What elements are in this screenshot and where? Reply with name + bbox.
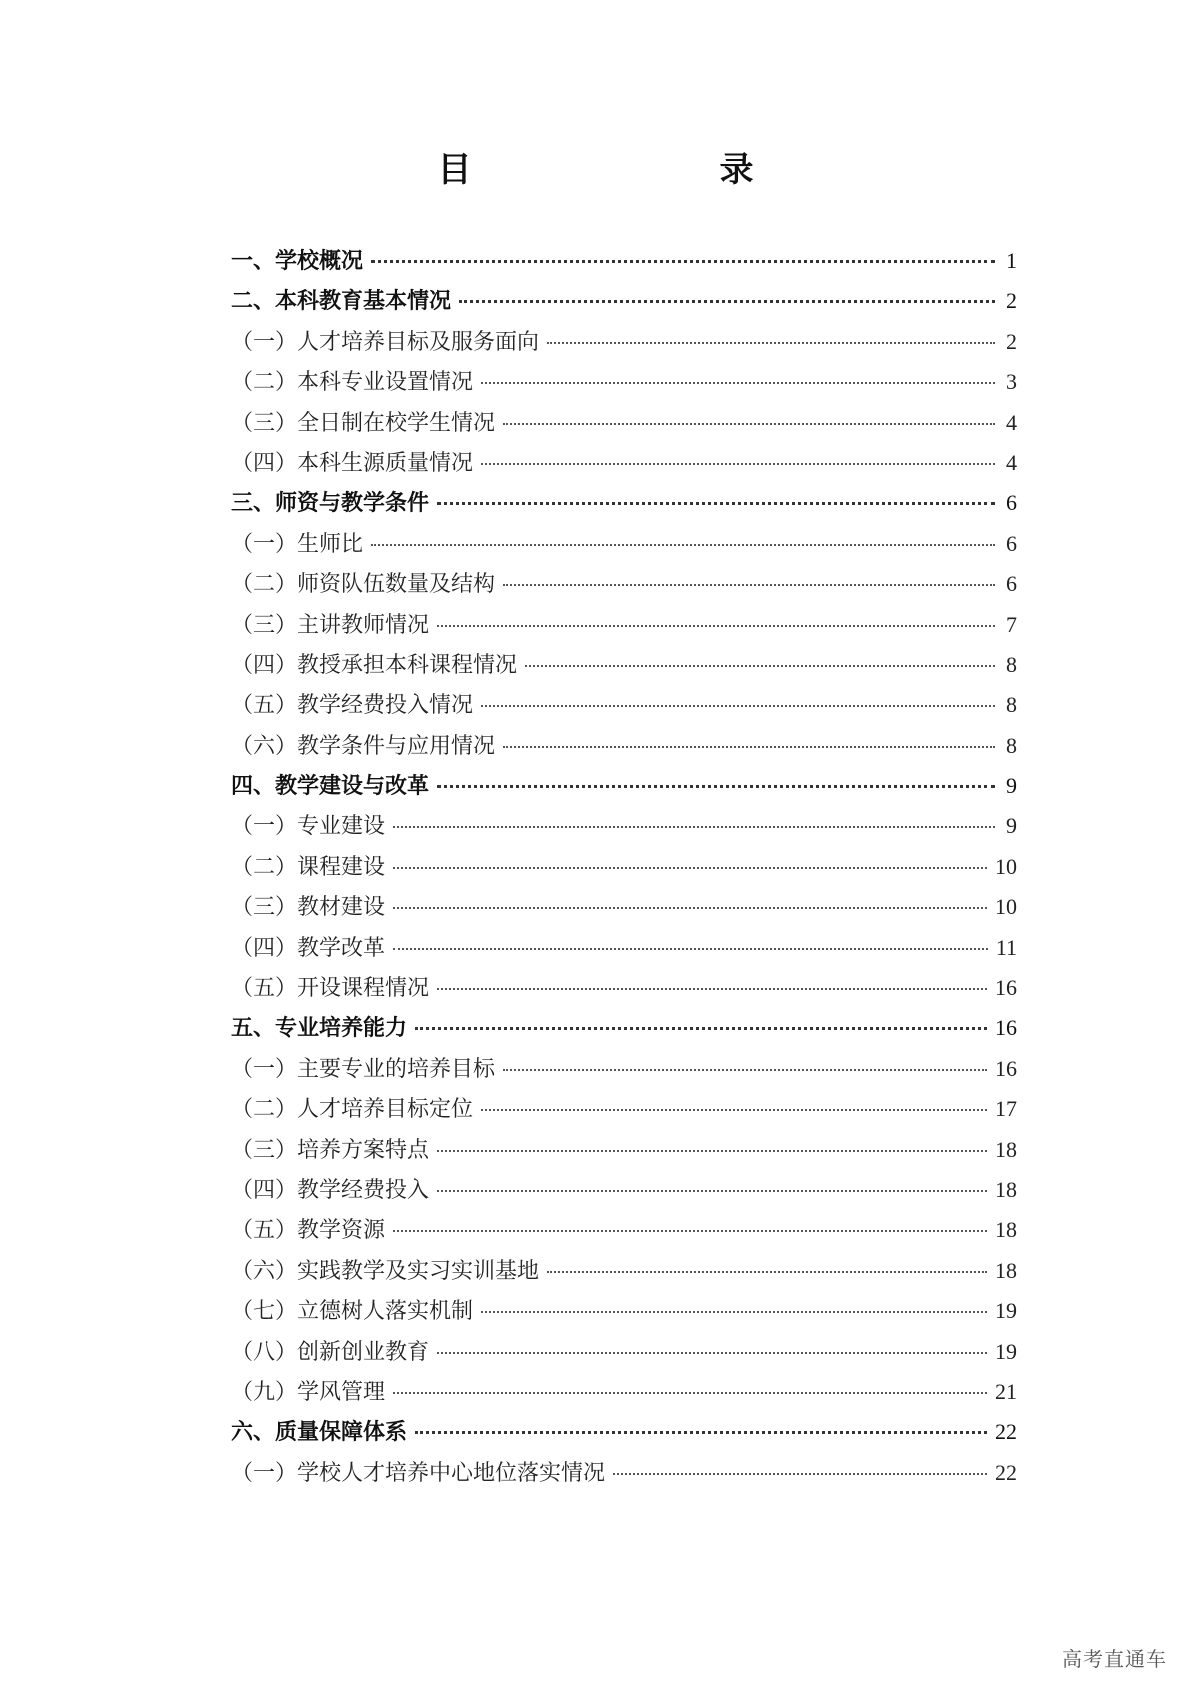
dot-leader [393, 867, 987, 869]
table-of-contents [231, 248, 1017, 1500]
toc-subsection-entry[interactable] [231, 1217, 1017, 1257]
toc-entry-label: （一）主要专业的培养目标 [231, 1056, 496, 1082]
toc-entry-label: 六、质量保障体系 [231, 1420, 408, 1446]
toc-entry-label: （一）学校人才培养中心地位落实情况 [231, 1460, 606, 1486]
toc-entry-label: （五）开设课程情况 [231, 976, 430, 1002]
dot-leader [371, 260, 995, 263]
dot-leader [437, 988, 987, 990]
toc-subsection-entry[interactable] [231, 1096, 1017, 1136]
toc-subsection-entry[interactable] [231, 935, 1017, 975]
dot-leader [393, 948, 988, 950]
dot-leader [393, 1392, 987, 1394]
toc-entry-page-number: 19 [995, 1338, 1017, 1364]
dot-leader [437, 1150, 987, 1152]
toc-entry-label: （五）教学资源 [231, 1218, 386, 1244]
toc-subsection-entry[interactable] [231, 1298, 1017, 1338]
toc-entry-page-number: 19 [995, 1298, 1017, 1324]
toc-entry-page-number: 16 [995, 1055, 1017, 1081]
toc-entry-page-number: 10 [995, 853, 1017, 879]
watermark: 高考直通车 [1062, 1647, 1167, 1671]
toc-entry-label: （八）创新创业教育 [231, 1339, 430, 1365]
toc-subsection-entry[interactable] [231, 369, 1017, 409]
dot-leader [437, 1352, 987, 1354]
toc-subsection-entry[interactable] [231, 692, 1017, 732]
toc-subsection-entry[interactable] [231, 612, 1017, 652]
toc-entry-label: （六）实践教学及实习实训基地 [231, 1258, 540, 1284]
page-title: 目 录 [437, 150, 814, 190]
toc-entry-page-number: 6 [1006, 490, 1017, 516]
toc-entry-label: （三）教材建设 [231, 895, 386, 921]
dot-leader [415, 1027, 987, 1030]
dot-leader [481, 382, 995, 384]
toc-subsection-entry[interactable] [231, 571, 1017, 611]
dot-leader [503, 746, 995, 748]
toc-subsection-entry[interactable] [231, 1056, 1017, 1096]
toc-entry-page-number: 22 [995, 1459, 1017, 1485]
toc-entry-page-number: 2 [1006, 288, 1017, 314]
toc-entry-page-number: 18 [995, 1176, 1017, 1202]
toc-entry-page-number: 3 [1006, 369, 1017, 395]
dot-leader [481, 463, 995, 465]
toc-section-entry[interactable] [231, 490, 1017, 530]
toc-entry-label: （一）人才培养目标及服务面向 [231, 329, 540, 355]
dot-leader [371, 544, 995, 546]
toc-entry-page-number: 8 [1006, 651, 1017, 677]
toc-subsection-entry[interactable] [231, 531, 1017, 571]
toc-subsection-entry[interactable] [231, 854, 1017, 894]
dot-leader [481, 1109, 987, 1111]
toc-subsection-entry[interactable] [231, 1379, 1017, 1419]
toc-entry-label: （三）全日制在校学生情况 [231, 410, 496, 436]
toc-entry-page-number: 18 [995, 1136, 1017, 1162]
toc-subsection-entry[interactable] [231, 1137, 1017, 1177]
toc-entry-label: （三）培养方案特点 [231, 1137, 430, 1163]
toc-entry-page-number: 17 [995, 1096, 1017, 1122]
toc-entry-page-number: 16 [995, 975, 1017, 1001]
dot-leader [503, 1069, 987, 1071]
dot-leader [459, 300, 995, 303]
toc-entry-page-number: 1 [1006, 248, 1017, 273]
toc-entry-label: 一、学校概况 [231, 249, 364, 274]
toc-subsection-entry[interactable] [231, 813, 1017, 853]
toc-entry-page-number: 22 [995, 1419, 1017, 1445]
toc-subsection-entry[interactable] [231, 1460, 1017, 1500]
toc-entry-page-number: 18 [995, 1257, 1017, 1283]
dot-leader [437, 625, 995, 627]
toc-entry-label: （四）教学改革 [231, 935, 386, 961]
dot-leader [525, 665, 995, 667]
toc-subsection-entry[interactable] [231, 1339, 1017, 1379]
dot-leader [547, 1271, 987, 1273]
dot-leader [613, 1473, 987, 1475]
toc-section-entry[interactable] [231, 288, 1017, 328]
toc-subsection-entry[interactable] [231, 1258, 1017, 1298]
toc-entry-page-number: 6 [1006, 571, 1017, 597]
toc-entry-label: （九）学风管理 [231, 1379, 386, 1405]
toc-entry-label: （五）教学经费投入情况 [231, 693, 474, 719]
toc-section-entry[interactable] [231, 1015, 1017, 1055]
dot-leader [437, 502, 995, 505]
dot-leader [437, 785, 995, 788]
toc-entry-page-number: 4 [1006, 449, 1017, 475]
toc-subsection-entry[interactable] [231, 733, 1017, 773]
dot-leader [503, 423, 995, 425]
toc-entry-page-number: 7 [1006, 611, 1017, 637]
toc-entry-label: （二）本科专业设置情况 [231, 370, 474, 396]
dot-leader [481, 705, 995, 707]
toc-entry-label: （七）立德树人落实机制 [231, 1299, 474, 1325]
toc-subsection-entry[interactable] [231, 975, 1017, 1015]
toc-entry-label: （四）教学经费投入 [231, 1177, 430, 1203]
toc-entry-page-number: 9 [1006, 773, 1017, 799]
toc-entry-page-number: 9 [1006, 813, 1017, 839]
toc-entry-label: （一）专业建设 [231, 814, 386, 840]
toc-entry-page-number: 6 [1006, 530, 1017, 556]
toc-entry-page-number: 11 [995, 934, 1017, 960]
toc-subsection-entry[interactable] [231, 450, 1017, 490]
toc-entry-label: 五、专业培养能力 [231, 1016, 408, 1042]
toc-entry-label: （四）本科生源质量情况 [231, 450, 474, 476]
toc-entry-label: （二）人才培养目标定位 [231, 1097, 474, 1123]
toc-subsection-entry[interactable] [231, 1177, 1017, 1217]
dot-leader [393, 907, 987, 909]
dot-leader [393, 1230, 987, 1232]
toc-entry-page-number: 10 [995, 894, 1017, 920]
toc-entry-label: （二）课程建设 [231, 854, 386, 880]
toc-entry-page-number: 8 [1006, 692, 1017, 718]
toc-entry-label: 二、本科教育基本情况 [231, 289, 452, 315]
toc-entry-page-number: 18 [995, 1217, 1017, 1243]
toc-entry-label: 三、师资与教学条件 [231, 491, 430, 517]
toc-entry-label: （二）师资队伍数量及结构 [231, 572, 496, 598]
toc-section-entry[interactable] [231, 1419, 1017, 1459]
toc-entry-label: （三）主讲教师情况 [231, 612, 430, 638]
toc-subsection-entry[interactable] [231, 410, 1017, 450]
toc-entry-page-number: 8 [1006, 732, 1017, 758]
dot-leader [503, 584, 995, 586]
dot-leader [481, 1311, 987, 1313]
dot-leader [547, 342, 995, 344]
toc-section-entry[interactable] [231, 773, 1017, 813]
toc-entry-label: （四）教授承担本科课程情况 [231, 652, 518, 678]
dot-leader [437, 1190, 987, 1192]
toc-entry-label: 四、教学建设与改革 [231, 774, 430, 800]
toc-entry-page-number: 4 [1006, 409, 1017, 435]
toc-entry-label: （一）生师比 [231, 531, 364, 557]
toc-section-entry[interactable] [231, 248, 1017, 288]
toc-entry-page-number: 21 [995, 1378, 1017, 1404]
toc-subsection-entry[interactable] [231, 652, 1017, 692]
toc-entry-page-number: 2 [1006, 328, 1017, 354]
toc-subsection-entry[interactable] [231, 329, 1017, 369]
toc-entry-label: （六）教学条件与应用情况 [231, 733, 496, 759]
toc-subsection-entry[interactable] [231, 894, 1017, 934]
dot-leader [393, 826, 995, 828]
dot-leader [415, 1431, 987, 1434]
toc-entry-page-number: 16 [995, 1015, 1017, 1041]
